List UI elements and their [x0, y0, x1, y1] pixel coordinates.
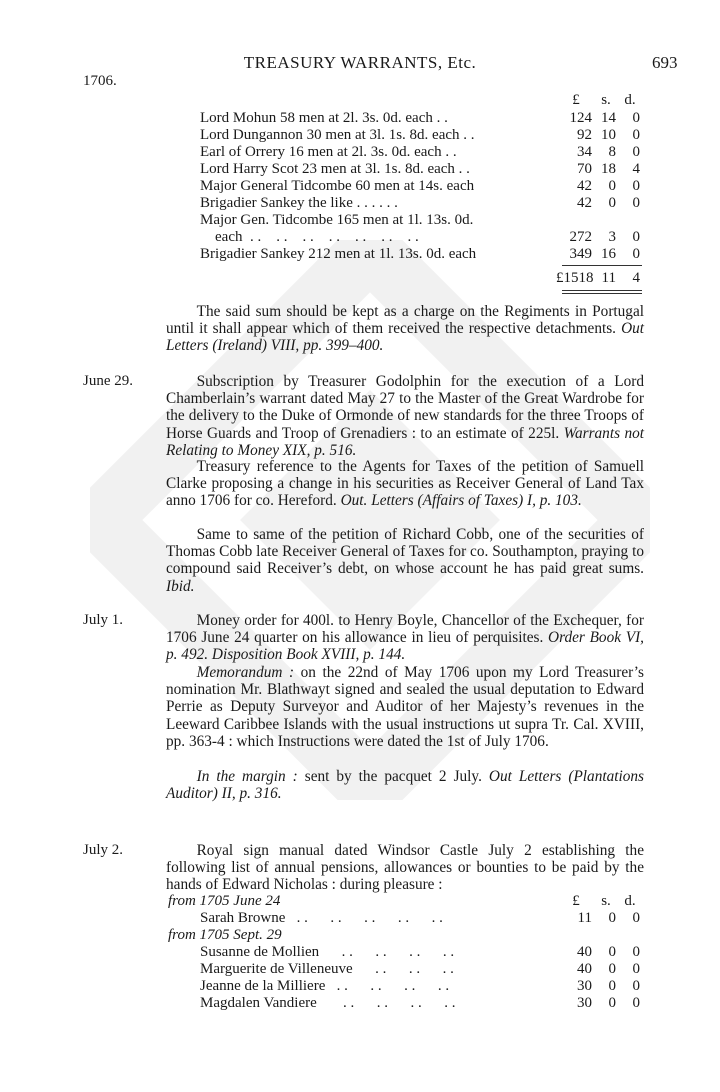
row-pence: 4 — [632, 161, 640, 177]
year-marker: 1706. — [83, 73, 117, 89]
row-shillings: 3 — [608, 229, 616, 245]
pension-name: Jeanne de la Milliere . . . . . . . . — [200, 978, 450, 994]
column-head-pounds: £ — [572, 893, 580, 909]
row-pence: 0 — [632, 944, 640, 960]
row-shillings: 0 — [608, 910, 616, 926]
document-page: TREASURY WARRANTS, Etc. 693 1706. £ s. d. Lord Mohun 58 men at 2l. 3s. 0d. each . . 124 14 0 Lord Dungannon 30 men at 3l. 1s. 8d. each . . 92 10 0 Earl of Orrery 16 men at 2l. 3s. 0d. each . . 34 8 0 Lord Harry Scot 23 men at 3l. 1s. 8d. each . . 70 18 4 Major General Tidcombe 60 men at 14s. each 42 0 0 Brigadier Sankey the like . . . . . . 42 0 0 Major Gen. Tidcombe 165 men at 1l. 13s. 0d. each . . . . . . . . . . . . . . 272 3 0 Brigadier Sankey 212 men at 1l. 13s. 0d. each 349 16 0 £1518 11 4 The said sum should be kept as a charge on the Regiments in Portugal until it shall appear which of them received the respective detachments. Out Letters (Ireland) VIII, pp. 399–400. June 29. Subscription by Treasurer Godolphin for the execution of a Lord Chamberlain’s warrant dated May 27 to the Master of the Great Wardrobe for the delivery to the Duke of Ormonde of new standards for the three Troops of Horse Guards and Troop of Grenadiers : to an estimate of 225l. Warrants not Relating to Money XIX, p. 516. Treasury reference to the Agents for Taxes of the petition of Samuell Clarke proposing a change in his securities as Receiver General of Land Tax anno 1706 for co. Hereford. Out. Letters (Affairs of Taxes) I, p. 103. Same to same of the petition of Richard Cobb, one of the securities of Thomas Cobb late Receiver General of Taxes for co. Southampton, praying to compound said Receiver’s debt, on whose account he has paid great sums. Ibid. July 1. Money order for 400l. to Henry Boyle, Chancellor of the Exchequer, for 1706 June 24 quarter on his allowance in lieu of perquisites. Order Book VI, p. 492. Disposition Book XVIII, p. 144. Memorandum : on the 22nd of May 1706 upon my Lord Treasurer’s nomination Mr. Blathwayt signed and sealed the usual deputation to Edward Perrie as Deputy Surveyor and Auditor of her Majesty’s revenues in the Leeward Caribbee Islands with the usual instructions ut supra Tr. Cal. XVIII, pp. 363-4 : which Instructions were dated the 1st of July 1706. In the margin : sent by the pacquet 2 July. Out Letters (Plantations Auditor) II, p. 316. July 2. Royal sign manual dated Windsor Castle July 2 establishing the following list of annual pensions, allowances or bounties to be paid by the hands of Edward Nicholas : during pleasure : from 1705 June 24 £ s. d. Sarah Browne . . . . . . . . . . 11 0 0 from 1705 Sept. 29 Susanne de Mollien . . . . . . . . 40 0 0 Marguerite de Villeneuve . . . . . . 40 0 0 Jeanne de la Milliere . . . . . . . . 30 0 0 Magdalen Vandiere . . . . . . . . 30 0 0 — [0, 0, 720, 1092]
row-item: Major Gen. Tidcombe 165 men at 1l. 13s. 0d. — [200, 212, 474, 228]
total-pounds: £1518 — [556, 270, 594, 286]
row-item: Major General Tidcombe 60 men at 14s. each — [200, 178, 475, 194]
row-item: each . . . . . . . . . . . . . . — [200, 229, 419, 245]
pension-name: Sarah Browne . . . . . . . . . . — [200, 910, 443, 926]
margin-label: In the margin : — [196, 768, 298, 785]
row-pence: 0 — [632, 995, 640, 1011]
memorandum-paragraph: Memorandum : on the 22nd of May 1706 upon my Lord Treasurer’s nomination Mr. Blathwayt signed and sealed the usual deputation to Edward Perrie as Deputy Surveyor and Auditor of her Majesty’s revenues in the Leeward Caribbee Islands with the usual instructions ut supra Tr. Cal. XVIII, pp. 363-4 : which Instructions were dated the 1st of July 1706. — [166, 664, 644, 750]
source-reference: Out. Letters (Affairs of Taxes) I, p. 103. — [340, 492, 582, 510]
row-pounds: 124 — [569, 110, 592, 126]
row-pence: 0 — [632, 961, 640, 977]
row-item: Lord Dungannon 30 men at 3l. 1s. 8d. each . . — [200, 127, 475, 143]
row-item: Lord Harry Scot 23 men at 3l. 1s. 8d. each . . — [200, 161, 470, 177]
running-header-title: TREASURY WARRANTS, Etc. — [243, 53, 477, 72]
row-pounds: 11 — [577, 910, 592, 926]
row-shillings: 0 — [608, 961, 616, 977]
entry-paragraph: Money order for 400l. to Henry Boyle, Chancellor of the Exchequer, for 1706 June 24 quarter on his allowance in lieu of perquisites. Order Book VI, p. 492. Disposition Book XVIII, p. 144. — [166, 612, 644, 664]
entry-paragraph: Treasury reference to the Agents for Taxes of the petition of Samuell Clarke proposing a change in his securities as Receiver General of Land Tax anno 1706 for co. Hereford. Out. Letters (Affairs of Taxes) I, p. 103. — [166, 458, 644, 510]
source-reference: Order Book VI, p. 492. Disposition Book XVIII, p. 144. — [166, 629, 644, 664]
row-item: Brigadier Sankey 212 men at 1l. 13s. 0d. each — [200, 246, 477, 262]
row-item: Brigadier Sankey the like . . . . . . — [200, 195, 398, 211]
row-pence: 0 — [632, 127, 640, 143]
row-shillings: 0 — [608, 944, 616, 960]
total-pence: 4 — [632, 270, 640, 286]
row-shillings: 18 — [601, 161, 616, 177]
column-head-shillings: s. — [601, 92, 611, 108]
total-rule-bottom-double — [562, 293, 642, 294]
row-pounds: 34 — [577, 144, 592, 160]
column-head-pence: d. — [624, 92, 636, 108]
paragraph-portugal: The said sum should be kept as a charge on the Regiments in Portugal until it shall appear which of them received the respective detachments. Out Letters (Ireland) VIII, pp. 399–400. — [166, 303, 645, 355]
row-shillings: 16 — [601, 246, 616, 262]
row-pounds: 40 — [577, 944, 592, 960]
pension-name: Susanne de Mollien . . . . . . . . — [200, 944, 455, 960]
row-shillings: 0 — [608, 995, 616, 1011]
total-shillings: 11 — [601, 270, 616, 286]
row-shillings: 0 — [608, 978, 616, 994]
row-pence: 0 — [632, 978, 640, 994]
row-shillings: 14 — [601, 110, 616, 126]
row-item: Lord Mohun 58 men at 2l. 3s. 0d. each . . — [200, 110, 448, 126]
entry-date: July 2. — [83, 842, 124, 858]
page-number: 693 — [652, 53, 678, 72]
margin-note: In the margin : sent by the pacquet 2 July. Out Letters (Plantations Auditor) II, p. 316. — [166, 768, 644, 803]
row-pounds: 30 — [577, 978, 592, 994]
row-shillings: 10 — [601, 127, 616, 143]
row-pence: 0 — [632, 110, 640, 126]
row-pounds: 272 — [569, 229, 592, 245]
column-head-pounds: £ — [572, 92, 580, 108]
column-head-pence: d. — [624, 893, 636, 909]
row-pounds: 42 — [577, 178, 592, 194]
row-pounds: 349 — [569, 246, 592, 262]
pension-name: Marguerite de Villeneuve . . . . . . — [200, 961, 454, 977]
memorandum-label: Memorandum : — [196, 664, 295, 681]
row-pounds: 40 — [577, 961, 592, 977]
column-head-shillings: s. — [601, 893, 611, 909]
source-reference: Out Letters (Ireland) VIII, pp. 399–400. — [166, 320, 645, 355]
row-pence: 0 — [632, 178, 640, 194]
total-rule-top — [562, 265, 642, 266]
pension-name: Magdalen Vandiere . . . . . . . . — [200, 995, 456, 1011]
source-reference: Warrants not Relating to Money XIX, p. 516. — [166, 424, 645, 459]
row-shillings: 0 — [608, 195, 616, 211]
entry-paragraph: Subscription by Treasurer Godolphin for the execution of a Lord Chamberlain’s warrant dated May 27 to the Master of the Great Wardrobe for the delivery to the Duke of Ormonde of new standards for the three Troops of Horse Guards and Troop of Grenadiers : to an estimate of 225l. Warrants not Relating to Money XIX, p. 516. — [166, 373, 645, 459]
row-pence: 0 — [632, 144, 640, 160]
row-pence: 0 — [632, 246, 640, 262]
entry-paragraph: Royal sign manual dated Windsor Castle July 2 establishing the following list of annual pensions, allowances or bounties to be paid by the hands of Edward Nicholas : during pleasure : — [166, 842, 644, 894]
source-reference: Ibid. — [166, 577, 195, 595]
row-pounds: 92 — [577, 127, 592, 143]
row-pounds: 30 — [577, 995, 592, 1011]
row-pence: 0 — [632, 229, 640, 245]
row-pence: 0 — [632, 910, 640, 926]
row-item: Earl of Orrery 16 men at 2l. 3s. 0d. each . . — [200, 144, 457, 160]
row-pounds: 70 — [577, 161, 592, 177]
entry-date: July 1. — [83, 612, 124, 628]
entry-date: June 29. — [83, 373, 133, 389]
total-rule-bottom — [562, 290, 642, 291]
row-pounds: 42 — [577, 195, 592, 211]
row-pence: 0 — [632, 195, 640, 211]
source-reference: Out Letters (Plantations Auditor) II, p. 316. — [166, 768, 644, 803]
entry-paragraph: Same to same of the petition of Richard Cobb, one of the securities of Thomas Cobb late Receiver General of Taxes for co. Southampton, praying to compound said Receiver’s debt, on whose account he has paid great sums. Ibid. — [166, 526, 644, 595]
row-shillings: 8 — [608, 144, 616, 160]
row-shillings: 0 — [608, 178, 616, 194]
